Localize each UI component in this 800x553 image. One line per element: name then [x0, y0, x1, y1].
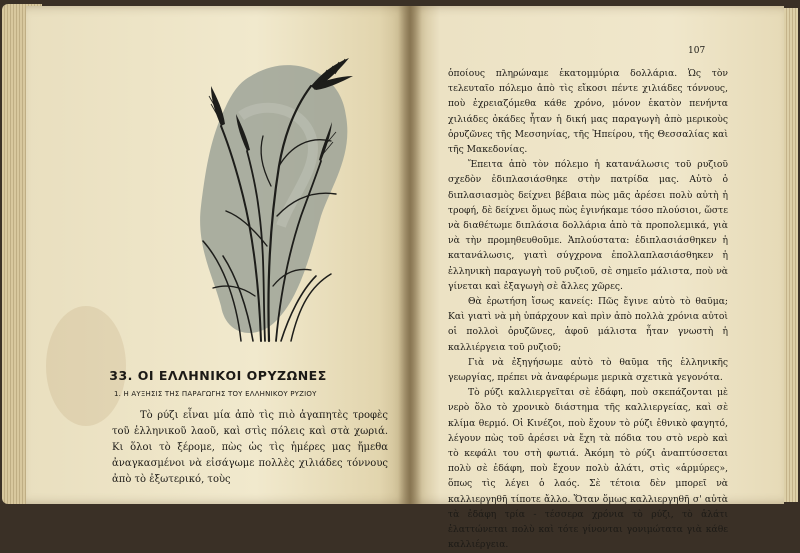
rice-plant-illustration: [181, 46, 366, 351]
right-page-body: [448, 66, 728, 553]
right-page: [410, 6, 784, 551]
page-number: 107: [688, 46, 706, 56]
left-page: [26, 6, 410, 504]
section-title: 1. Η ΑΥΞΗΣΙΣ ΤΗΣ ΠΑΡΑΓΩΓΗΣ ΤΟΥ ΕΛΛΗΝΙΚΟΥ ΡΥΖΙΟΥ: [114, 390, 317, 398]
chapter-title: 33. ΟΙ ΕΛΛΗΝΙΚΟΙ ΟΡΥΖΩΝΕΣ: [109, 368, 327, 383]
right-paragraph-2: Ἔπειτα ἀπὸ τὸν πόλεμο ἡ κατανάλωσις τοῦ ρυζιοῦ σχεδὸν ἐδιπλασιάσθηκε στὴν πατρίδα μας. Αὐτὸ ὁ διπλασιασμὸς δείχνει βέβαια πὼς μᾶς ἀρέσει πολὺ αὐτὴ ἡ τροφή, δὲ δείχνει ὅμως πὼς ἐγινήκαμε τόσο πλούσιοι, ὥστε νὰ διαθέτωμε διπλάσια δολλάρια ἀπὸ τὰ προπολεμικά, γιὰ νὰ τὴν προμηθευθοῦμε. Ἁπλούστατα: ἐδιπλασιάσθηκεν ἡ κατανάλωσις, γιατὶ σύγχρονα ἐπολλαπλασιάσθηκεν ἡ ἑλληνικὴ παραγωγὴ τοῦ ρυζιοῦ, σὲ σημεῖο μάλιστα, ποὺ νὰ γίνεται καὶ ἐξαγωγὴ σὲ ἄλλες χῶρες.: [448, 159, 728, 292]
right-paragraph-3: Θὰ ἐρωτήση ἴσως κανείς: Πῶς ἔγινε αὐτὸ τὸ θαῦμα; Καὶ γιατὶ νὰ μὴ ὑπάρχουν καὶ πρὶν ἀπὸ πολλὰ χρόνια αὐτοὶ οἱ πολλοὶ ὀρυζῶνες, ἀφοῦ μάλιστα ἦταν γνωστὴ ἡ καλλιέργεια τοῦ ρυζιοῦ;: [448, 296, 728, 353]
left-page-body: [112, 408, 388, 488]
right-paragraph-1: ὁποίους πληρώναμε ἑκατομμύρια δολλάρια. Ὡς τὸν τελευταῖο πόλεμο ἀπὸ τὶς εἴκοσι πέντε χιλιάδες τόννους, ποὺ ἐχρειαζόμεθα κάθε χρόνο, μόνον ἑκατὸν πενήντα χιλιάδες ὀκάδες ἦταν ἡ δική μας παραγωγὴ ἀπὸ μερικοὺς ὀρυζῶνες τῆς Μεσσηνίας, τῆς Ἠπείρου, τῆς Θεσσαλίας καὶ τῆς Μακεδονίας.: [448, 68, 728, 156]
left-page-paragraph: Τὸ ρύζι εἶναι μία ἀπὸ τὶς πιὸ ἀγαπητὲς τροφὲς τοῦ ἑλληνικοῦ λαοῦ, καὶ στὶς πόλεις καὶ στὰ χωριά. Κι ὅλοι τὸ ξέρομε, πὼς ὡς τὶς ἡμέρες μας ἤμεθα ἀναγκασμένοι νὰ εἰσάγωμε πολλὲς χιλιάδες τόννους ἀπὸ τὸ ἐξωτερικό, τοὺς: [112, 410, 388, 485]
right-page-edges: [784, 8, 798, 502]
book-spine: [398, 6, 422, 504]
right-paragraph-4: Γιὰ νὰ ἐξηγήσωμε αὐτὸ τὸ θαῦμα τῆς ἑλληνικῆς γεωργίας, πρέπει νὰ ἀναφέρωμε μερικὰ σχετικὰ γεγονότα.: [448, 356, 728, 384]
right-paragraph-5: Τὸ ρύζι καλλιεργεῖται σὲ ἐδάφη, ποὺ σκεπάζονται μὲ νερὸ ὅλο τὸ χρονικὸ διάστημα τῆς καλλιεργείας, καὶ σὲ κλίμα θερμό. Οἱ Κινέζοι, ποὺ ἔχουν τὸ ρύζι ἐθνικὸ φαγητό, λέγουν πὼς τοῦ ἀρέσει νὰ ἔχη τὰ πόδια του στὸ νερὸ καὶ τὸ κεφάλι του στὴ φωτιά. Ἀκόμη τὸ ρύζι ἀναπτύσσεται πολὺ σὲ ἐδάφη, ποὺ ἔχουν πολὺ ἁλάτι, στὶς «ἁρμύρες», ὅπως τὶς λέγει ὁ λαός. Σὲ τέτοια δὲν μπορεῖ νὰ καλλιεργηθῆ τίποτε ἄλλο. Ὅταν ὅμως καλλιεργηθῆ σ' αὐτὰ τὰ ἐδάφη τρία - τέσσερα χρόνια τὸ ρύζι, τὸ ἁλάτι ἐλαττώνεται πολὺ καὶ τότε γίνονται γονιμώτατα γιὰ κάθε καλλιέργεια.: [448, 387, 728, 551]
